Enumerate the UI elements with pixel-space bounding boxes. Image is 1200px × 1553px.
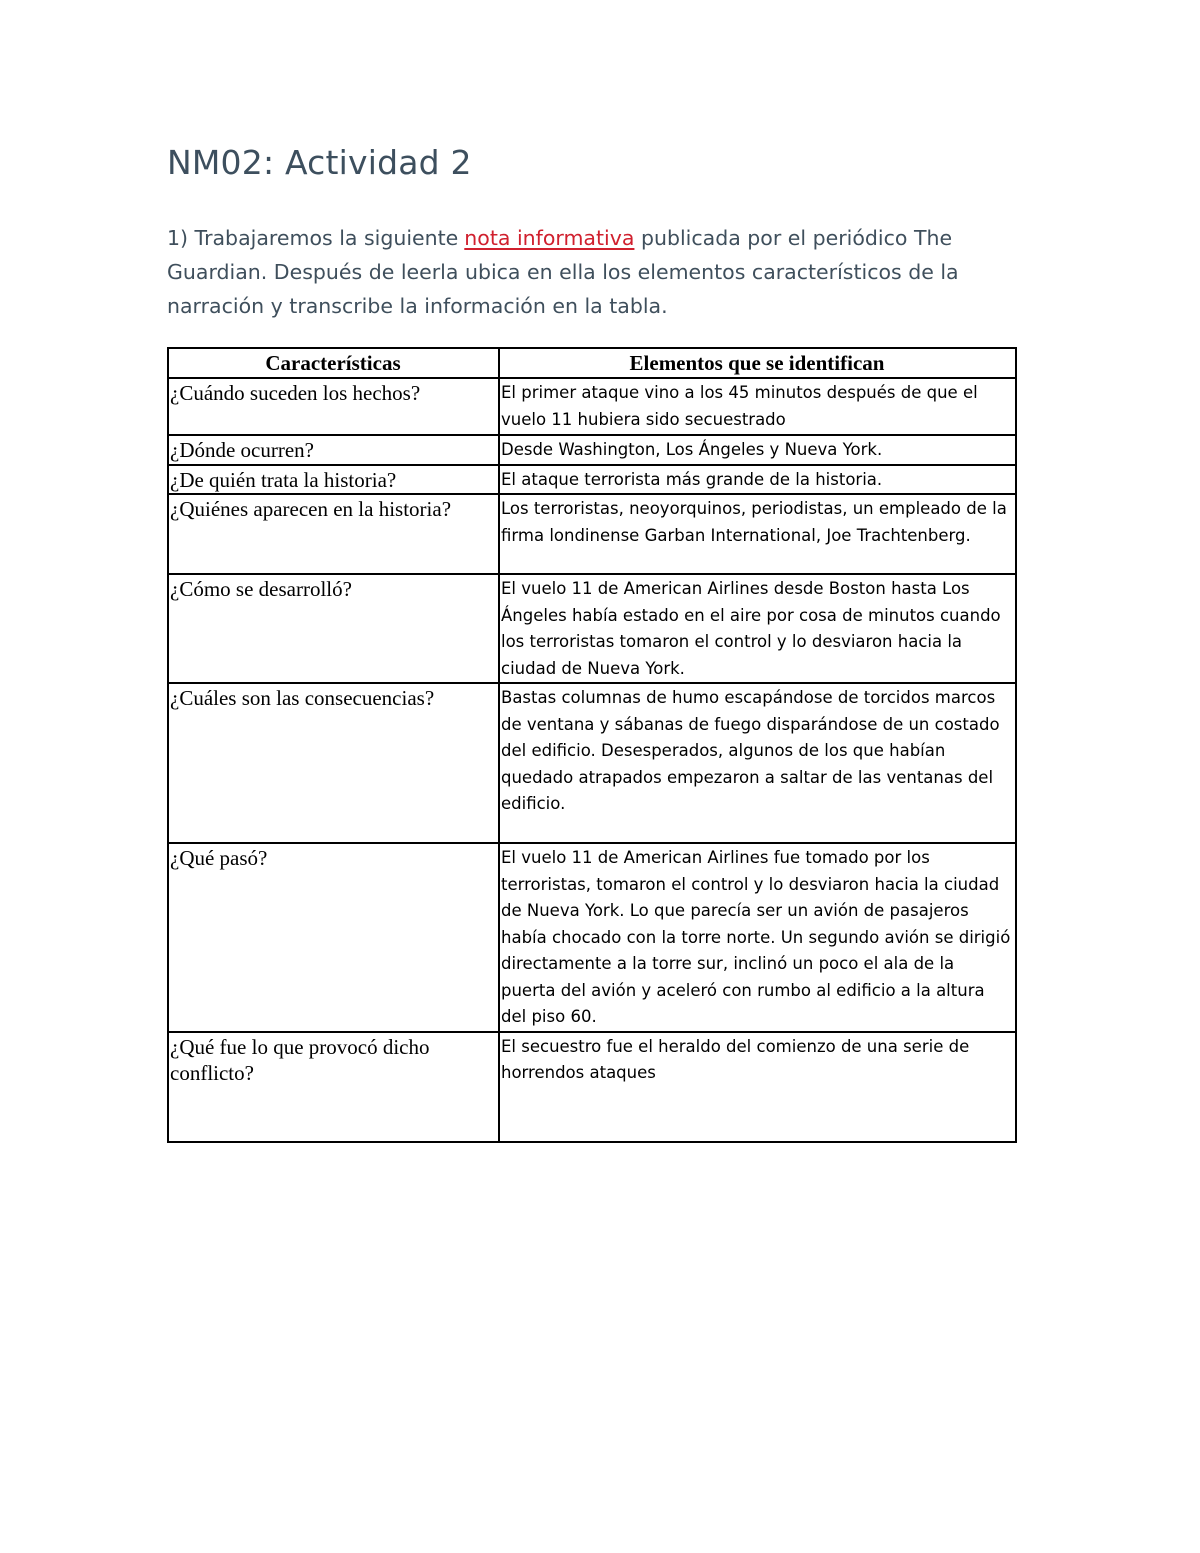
table-header-row [168,348,1016,378]
answer-cell: El primer ataque vino a los 45 minutos después de que el vuelo 11 hubiera sido secuestrado [499,378,1016,435]
intro-prefix: 1) Trabajaremos la siguiente [167,226,459,250]
answer-cell: El vuelo 11 de American Airlines desde Boston hasta Los Ángeles había estado en el aire por cosa de minutos cuando los terroristas tomaron el control y lo desviaron hacia la ciudad de Nueva York. [499,574,1016,683]
table-row [168,494,1016,574]
intro-paragraph [167,221,1047,323]
answer-cell: El secuestro fue el heraldo del comienzo de una serie de horrendos ataques [499,1032,1016,1142]
question-cell: ¿Qué pasó? [168,843,499,1032]
table-row [168,435,1016,465]
answer-cell: Los terroristas, neoyorquinos, periodistas, un empleado de la firma londinense Garban International, Joe Trachtenberg. [499,494,1016,574]
answer-cell: El ataque terrorista más grande de la historia. [499,465,1016,495]
header-elementos: Elementos que se identifican [499,348,1016,378]
question-cell: ¿Quiénes aparecen en la historia? [168,494,499,574]
narrative-elements-table [167,347,1017,1143]
question-cell: ¿De quién trata la historia? [168,465,499,495]
header-caracteristicas: Características [168,348,499,378]
table-row [168,465,1016,495]
question-cell: ¿Dónde ocurren? [168,435,499,465]
question-cell: ¿Qué fue lo que provocó dicho conflicto? [168,1032,499,1142]
nota-informativa-link[interactable]: nota informativa [464,226,635,250]
page-title: NM02: Actividad 2 [167,143,472,182]
question-cell: ¿Cuáles son las consecuencias? [168,683,499,843]
intro-suffix: publicada por el periódico The Guardian. Después de leerla ubica en ella los elementos característicos de la narración y transcribe la información en la tabla. [167,226,959,318]
table-row [168,1032,1016,1142]
table-row [168,683,1016,843]
question-cell: ¿Cuándo suceden los hechos? [168,378,499,435]
answer-cell: Bastas columnas de humo escapándose de torcidos marcos de ventana y sábanas de fuego disparándose de un costado del edificio. Desesperados, algunos de los que habían quedado atrapados empezaron a saltar de las ventanas del edificio. [499,683,1016,843]
answer-cell: El vuelo 11 de American Airlines fue tomado por los terroristas, tomaron el control y lo desviaron hacia la ciudad de Nueva York. Lo que parecía ser un avión de pasajeros había chocado con la torre norte. Un segundo avión se dirigió directamente a la torre sur, inclinó un poco el ala de la puerta del avión y aceleró con rumbo al edificio a la altura del piso 60. [499,843,1016,1032]
table-row [168,378,1016,435]
question-cell: ¿Cómo se desarrolló? [168,574,499,683]
answer-cell: Desde Washington, Los Ángeles y Nueva York. [499,435,1016,465]
table-row [168,843,1016,1032]
table-row [168,574,1016,683]
